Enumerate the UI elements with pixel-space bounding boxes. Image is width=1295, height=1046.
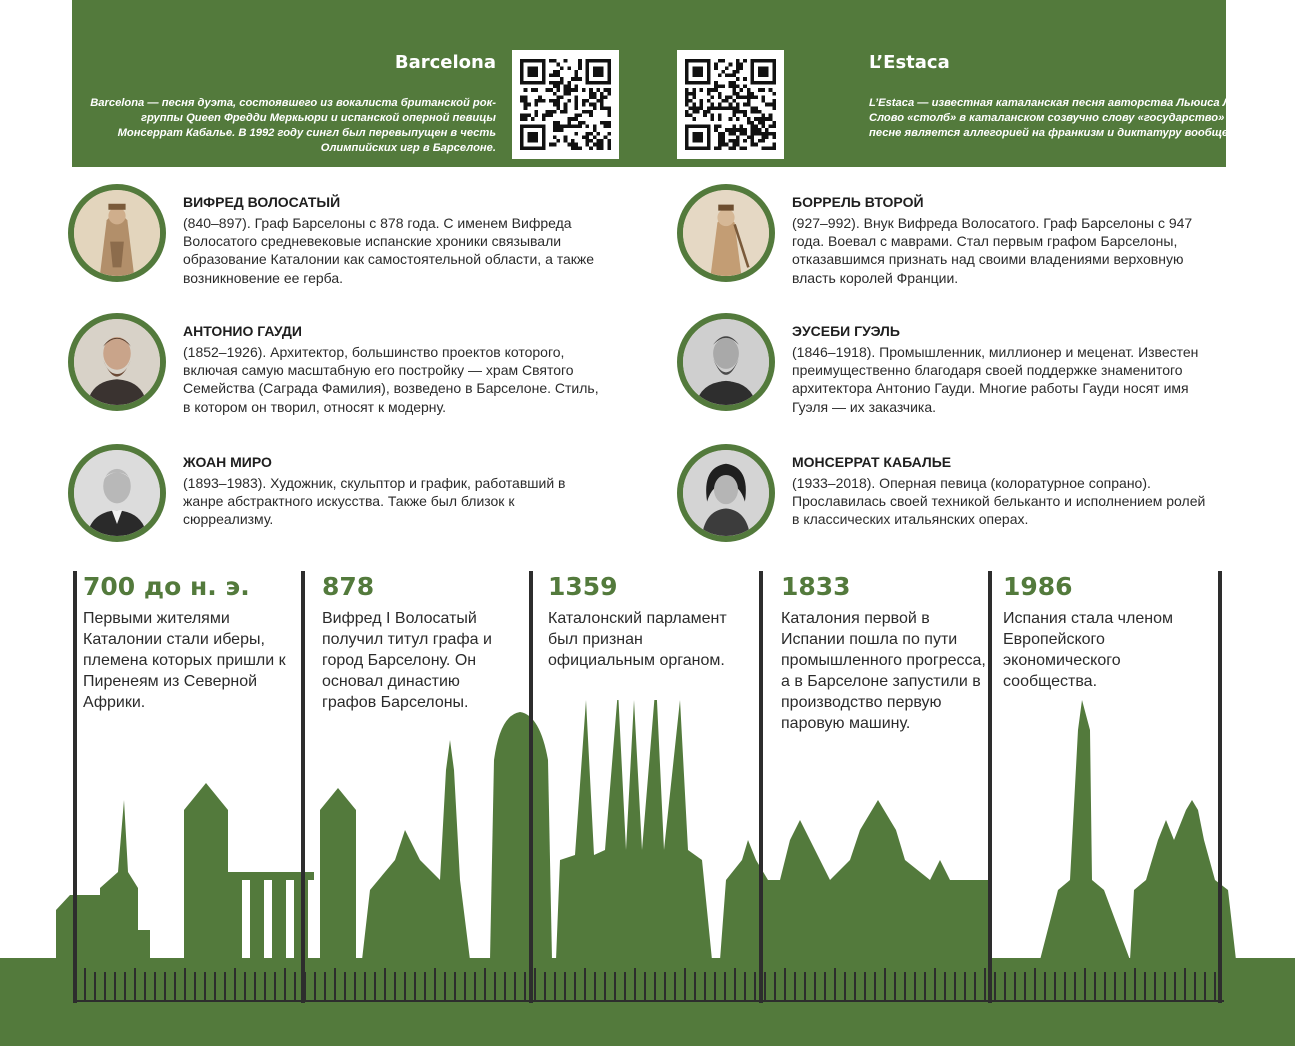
person-bio: (1893–1983). Художник, скульптор и график, работавший в жанре абстрактного искусства. Также был близок к сюрреализму. — [183, 475, 566, 528]
event-text: Каталония первой в Испании пошла по пути промышленного прогресса, а в Барселоне запустили в производство первую паровую машину. — [781, 610, 986, 732]
event-text: Испания стала членом Европейского экономического сообщества. — [1003, 610, 1173, 690]
person-name: АНТОНИО ГАУДИ — [183, 323, 302, 339]
event-year: 1359 — [548, 572, 618, 601]
person-bio: (1933–2018). Оперная певица (колоратурное сопрано). Прославилась своей техникой бельканто и исполнением ролей в классических итальянских операх. — [792, 475, 1206, 528]
portrait-avatar — [68, 444, 166, 542]
timeline-line — [759, 571, 763, 1003]
songs-banner — [72, 0, 1281, 167]
event-year: 700 до н. э. — [83, 572, 250, 601]
timeline-event — [781, 572, 986, 734]
portrait-avatar — [677, 184, 775, 282]
timeline-event — [83, 572, 288, 713]
person-bio: (1846–1918). Промышленник, миллионер и меценат. Известен преимущественно благодаря своей поддержке знаменитого архитектора Антонио Гауди. Многие работы Гауди носят имя Гуэля — их заказчика. — [792, 344, 1199, 415]
event-text: Вифред I Волосатый получил титул графа и город Барселону. Он основал династию графов Барселоны. — [322, 610, 492, 711]
event-year: 1833 — [781, 572, 851, 601]
event-text: Каталонский парламент был признан официальным органом. — [548, 610, 727, 669]
portrait-avatar — [68, 313, 166, 411]
skyline-silhouette-icon — [0, 700, 1295, 1046]
event-year: 878 — [322, 572, 375, 601]
timeline-line — [988, 571, 992, 1003]
song-description: L’Estaca — известная каталанская песня авторства Льюиса Льяка. Слово «столб» в каталанском созвучно слову «государство» (estat) и в песне является аллегорией на франкизм и диктатуру вообще. — [869, 97, 1281, 139]
portrait-avatar — [677, 313, 775, 411]
person-bio: (1852–1926). Архитектор, большинство проектов которого, включая самую масштабную его постройку — храм Святого Семейства (Саграда Фамилия), возведено в Барселоне. Стиль, в котором он творил, относят к модерну. — [183, 344, 599, 415]
song-title: L’Estaca — [869, 52, 950, 73]
timeline-event — [548, 572, 753, 671]
timeline-line — [1218, 571, 1222, 1003]
qr-code-icon[interactable] — [677, 50, 784, 159]
song-description: Barcelona — песня дуэта, состоявшего из вокалиста британской рок-группы Queen Фредди Меркьюри и испанской оперной певицы Монсеррат Кабалье. В 1992 году сингл был перевыпущен в честь Олимпийских игр в Барселоне. — [90, 97, 496, 154]
person-name: ЖОАН МИРО — [183, 454, 272, 470]
portrait-avatar — [68, 184, 166, 282]
event-year: 1986 — [1003, 572, 1073, 601]
person-name: ЭУСЕБИ ГУЭЛЬ — [792, 323, 900, 339]
timeline-line — [529, 571, 533, 1003]
person-name: МОНСЕРРАТ КАБАЛЬЕ — [792, 454, 952, 470]
person-name: БОРРЕЛЬ ВТОРОЙ — [792, 194, 924, 210]
timeline-line — [301, 571, 305, 1003]
qr-code-icon[interactable] — [512, 50, 619, 159]
song-title: Barcelona — [394, 52, 496, 73]
timeline-event — [322, 572, 512, 713]
timeline-event — [1003, 572, 1208, 692]
person-bio: (840–897). Граф Барселоны с 878 года. С именем Вифреда Волосатого средневековые испанские хроники связывали образование Каталонии как самостоятельной области, а также возникновение ее герба. — [183, 215, 595, 286]
event-text: Первыми жителями Каталонии стали иберы, племена которых пришли к Пиренеям из Северной Африки. — [83, 610, 286, 711]
portrait-avatar — [677, 444, 775, 542]
person-bio: (927–992). Внук Вифреда Волосатого. Граф Барселоны с 947 года. Воевал с маврами. Стал первым графом Барселоны, отказавшимся признать над своими владениями верховную власть королей Франции. — [792, 215, 1193, 286]
timeline-line — [73, 571, 77, 1003]
person-name: ВИФРЕД ВОЛОСАТЫЙ — [183, 194, 341, 210]
